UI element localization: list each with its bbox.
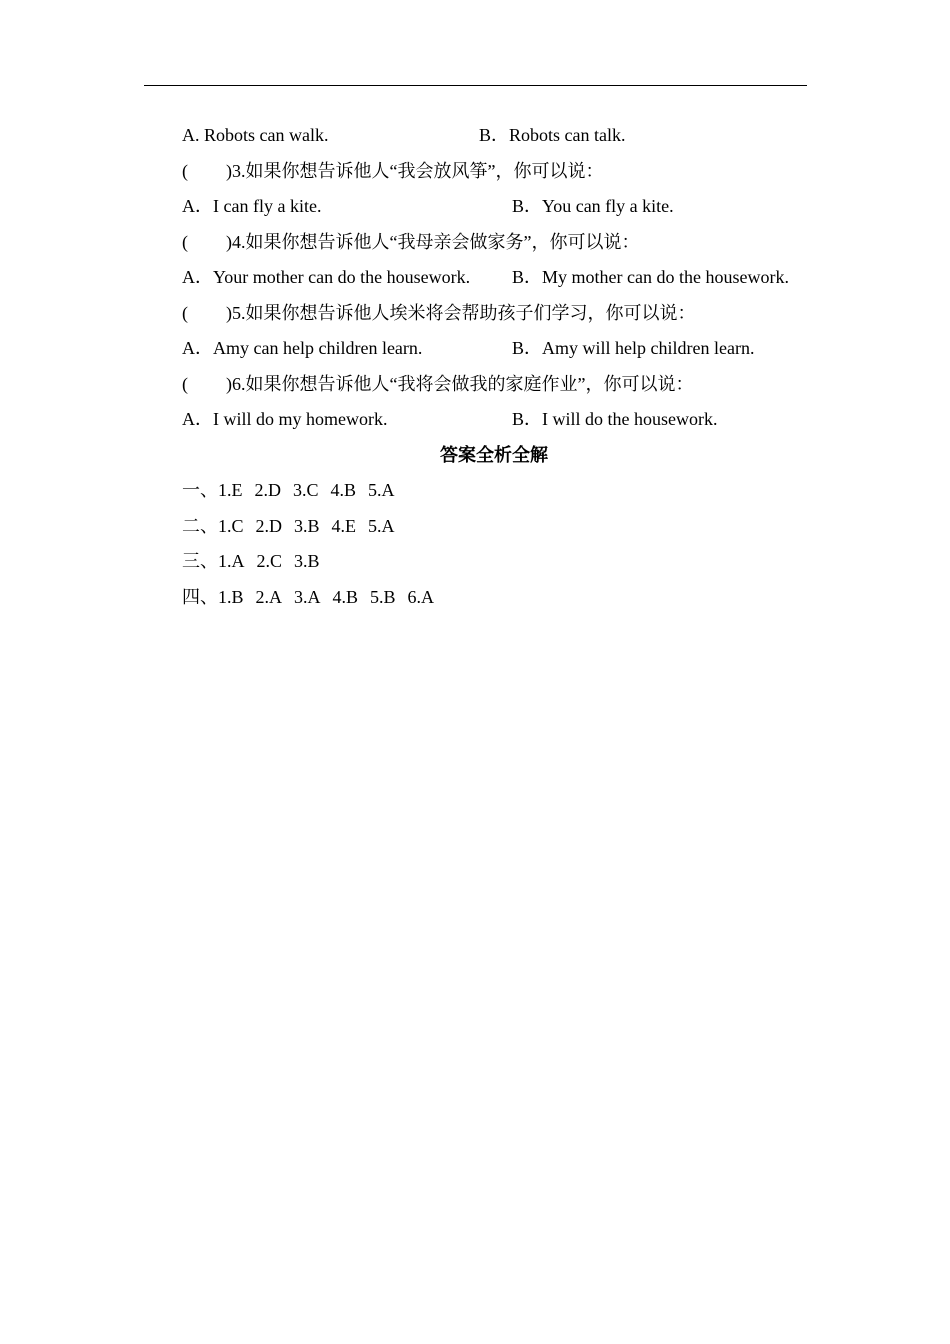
q6-prompt: 6.如果你想告诉他人“我将会做我的家庭作业”，你可以说： [232,373,694,394]
q4-prompt-row [182,225,822,261]
answer-item: 2.D [255,515,283,536]
q5-options-row [182,331,822,367]
q2-options-row [182,118,822,154]
q5-paren-open: ( [182,302,188,323]
q5-prompt: 5.如果你想告诉他人埃米将会帮助孩子们学习，你可以说： [232,302,696,323]
answer-key-title: 答案全析全解 [440,444,548,465]
q2-option-a: A. Robots can walk. [182,125,329,145]
q5-option-a: A．Amy can help children learn. [182,338,423,358]
q6-option-b: B．I will do the housework. [512,409,718,429]
answer-item: 1.C [218,515,244,536]
answer-section-2-label: 二、 [182,515,218,536]
q4-option-a: A．Your mother can do the housework. [182,267,471,287]
answer-item: 2.A [255,586,283,607]
answer-item: 2.D [254,480,281,500]
q3-option-b: B．You can fly a kite. [512,196,674,216]
q5-option-b: B．Amy will help children learn. [512,338,755,358]
answer-item: 3.A [294,586,321,607]
answer-section-3 [182,544,822,580]
q4-options-row [182,260,822,296]
answer-item: 5.B [370,586,396,607]
answer-item: 3.C [293,480,319,500]
answer-item: 1.A [218,551,245,571]
answer-item: 6.A [407,586,435,607]
answer-item: 3.B [294,515,320,536]
answer-item: 5.A [368,515,395,536]
answer-section-1 [182,473,822,509]
q6-paren-close: ) [226,373,232,394]
answer-section-4 [182,580,822,616]
q5-paren-close: ) [226,302,232,323]
q3-options-row [182,189,822,225]
q3-prompt-row [182,154,822,190]
q3-prompt: 3.如果你想告诉他人“我会放风筝”，你可以说： [232,160,604,181]
q3-paren-close: ) [226,160,232,181]
answer-item: 2.C [256,551,283,571]
answer-item: 3.B [294,551,320,571]
answer-section-3-label: 三、 [182,551,218,571]
page-content [182,118,822,615]
q5-prompt-row [182,296,822,332]
q3-paren-open: ( [182,160,188,181]
q6-option-a: A．I will do my homework. [182,409,388,429]
q4-paren-close: ) [226,231,232,252]
q4-paren-open: ( [182,231,188,252]
answer-item: 4.B [330,480,357,500]
answer-item: 4.E [331,515,357,536]
answer-item: 1.B [218,586,244,607]
answer-section-4-label: 四、 [182,586,218,607]
header-rule [144,85,807,86]
answer-item: 4.B [332,586,359,607]
q4-option-b: B．My mother can do the housework. [512,267,789,287]
q3-option-a: A．I can fly a kite. [182,196,322,216]
q6-paren-open: ( [182,373,188,394]
q6-prompt-row [182,367,822,403]
answer-item: 5.A [368,480,395,500]
answer-section-1-label: 一、 [182,480,218,500]
answer-item: 1.E [218,480,243,500]
q4-prompt: 4.如果你想告诉他人“我母亲会做家务”，你可以说： [232,231,640,252]
q6-options-row [182,402,822,438]
q2-option-b: B．Robots can talk. [479,125,626,145]
answer-section-2 [182,509,822,545]
